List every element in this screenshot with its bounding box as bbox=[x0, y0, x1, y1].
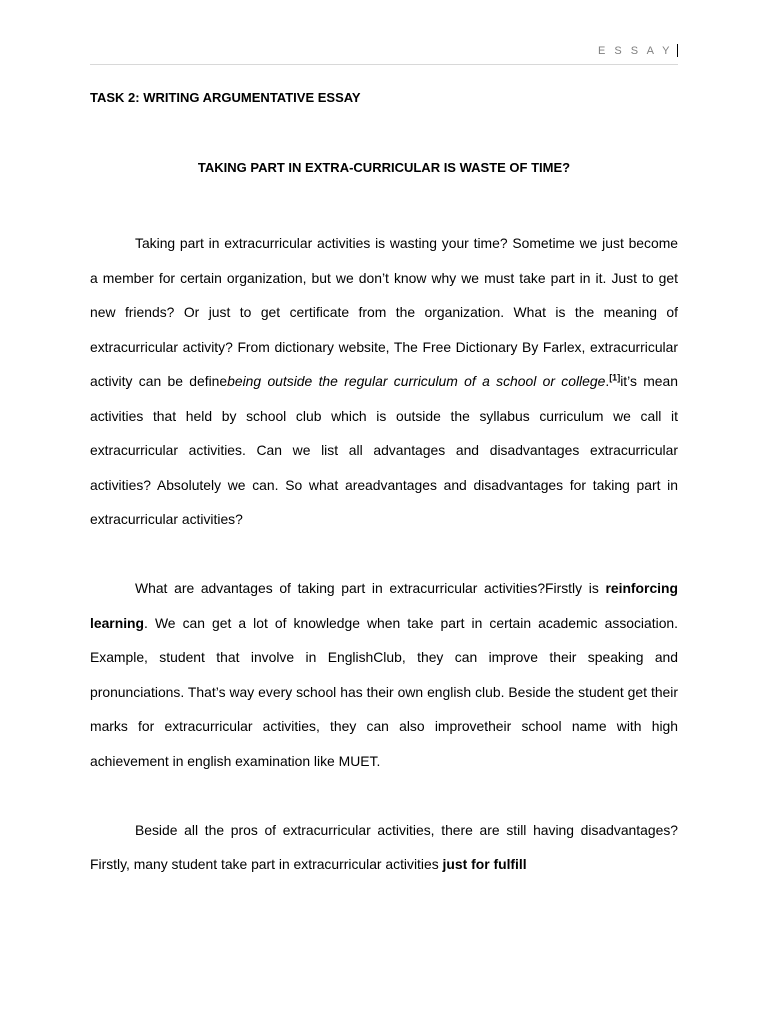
p1-definition-italic: being outside the regular curriculum of a school or college bbox=[227, 373, 606, 389]
essay-title: TAKING PART IN EXTRA-CURRICULAR IS WASTE OF TIME? bbox=[197, 160, 571, 175]
paragraph-2 bbox=[90, 571, 678, 778]
header-rule bbox=[90, 64, 678, 65]
p1-text-3: it’s mean activities that held by school club which is outside the syllabus curriculum we call it extracurricular activities. Can we list all advantages and disadvantages extracurricular activities? Absolutely we can. So what areadvantages and disadvantages for taking part in extracurricular activities? bbox=[90, 373, 678, 527]
p2-text-2: . We can get a lot of knowledge when take part in certain academic association. Example, student that involve in EnglishClub, they can improve their speaking and pronunciations. That’s way every school has their own english club. Beside the student get their marks for extracurricular activities, they can also improvetheir school name with high achievement in english examination like MUET. bbox=[90, 614, 678, 769]
header-label: E S S A Y bbox=[598, 44, 673, 57]
footnote-ref: [1] bbox=[609, 372, 621, 383]
p1-text-2: . bbox=[605, 373, 610, 389]
p3-bold-phrase: just for fulfill bbox=[442, 856, 527, 872]
p3-text-1: Beside all the pros of extracurricular activities, there are still having disadvantages? Firstly, many student take part in extracurricular activities bbox=[90, 821, 678, 872]
task-heading: TASK 2: WRITING ARGUMENTATIVE ESSAY bbox=[90, 90, 361, 105]
p2-bold-phrase: reinforcing learning bbox=[90, 580, 678, 631]
p1-text-1: Taking part in extracurricular activities is wasting your time? Sometime we just become a member for certain organization, but we don’t know why we must take part in it. Just to get new friends? Or just to get certificate from the organization. What is the meaning of extracurricular activity? From dictionary website, The Free Dictionary By Farlex, extracurricular activity can be define bbox=[90, 235, 678, 389]
p2-text-1: What are advantages of taking part in extracurricular activities?Firstly is bbox=[135, 580, 606, 596]
essay-body bbox=[90, 226, 678, 882]
paragraph-1 bbox=[90, 226, 678, 537]
header-divider-bar bbox=[677, 44, 679, 57]
paragraph-3 bbox=[90, 813, 678, 882]
page-header bbox=[598, 44, 678, 57]
